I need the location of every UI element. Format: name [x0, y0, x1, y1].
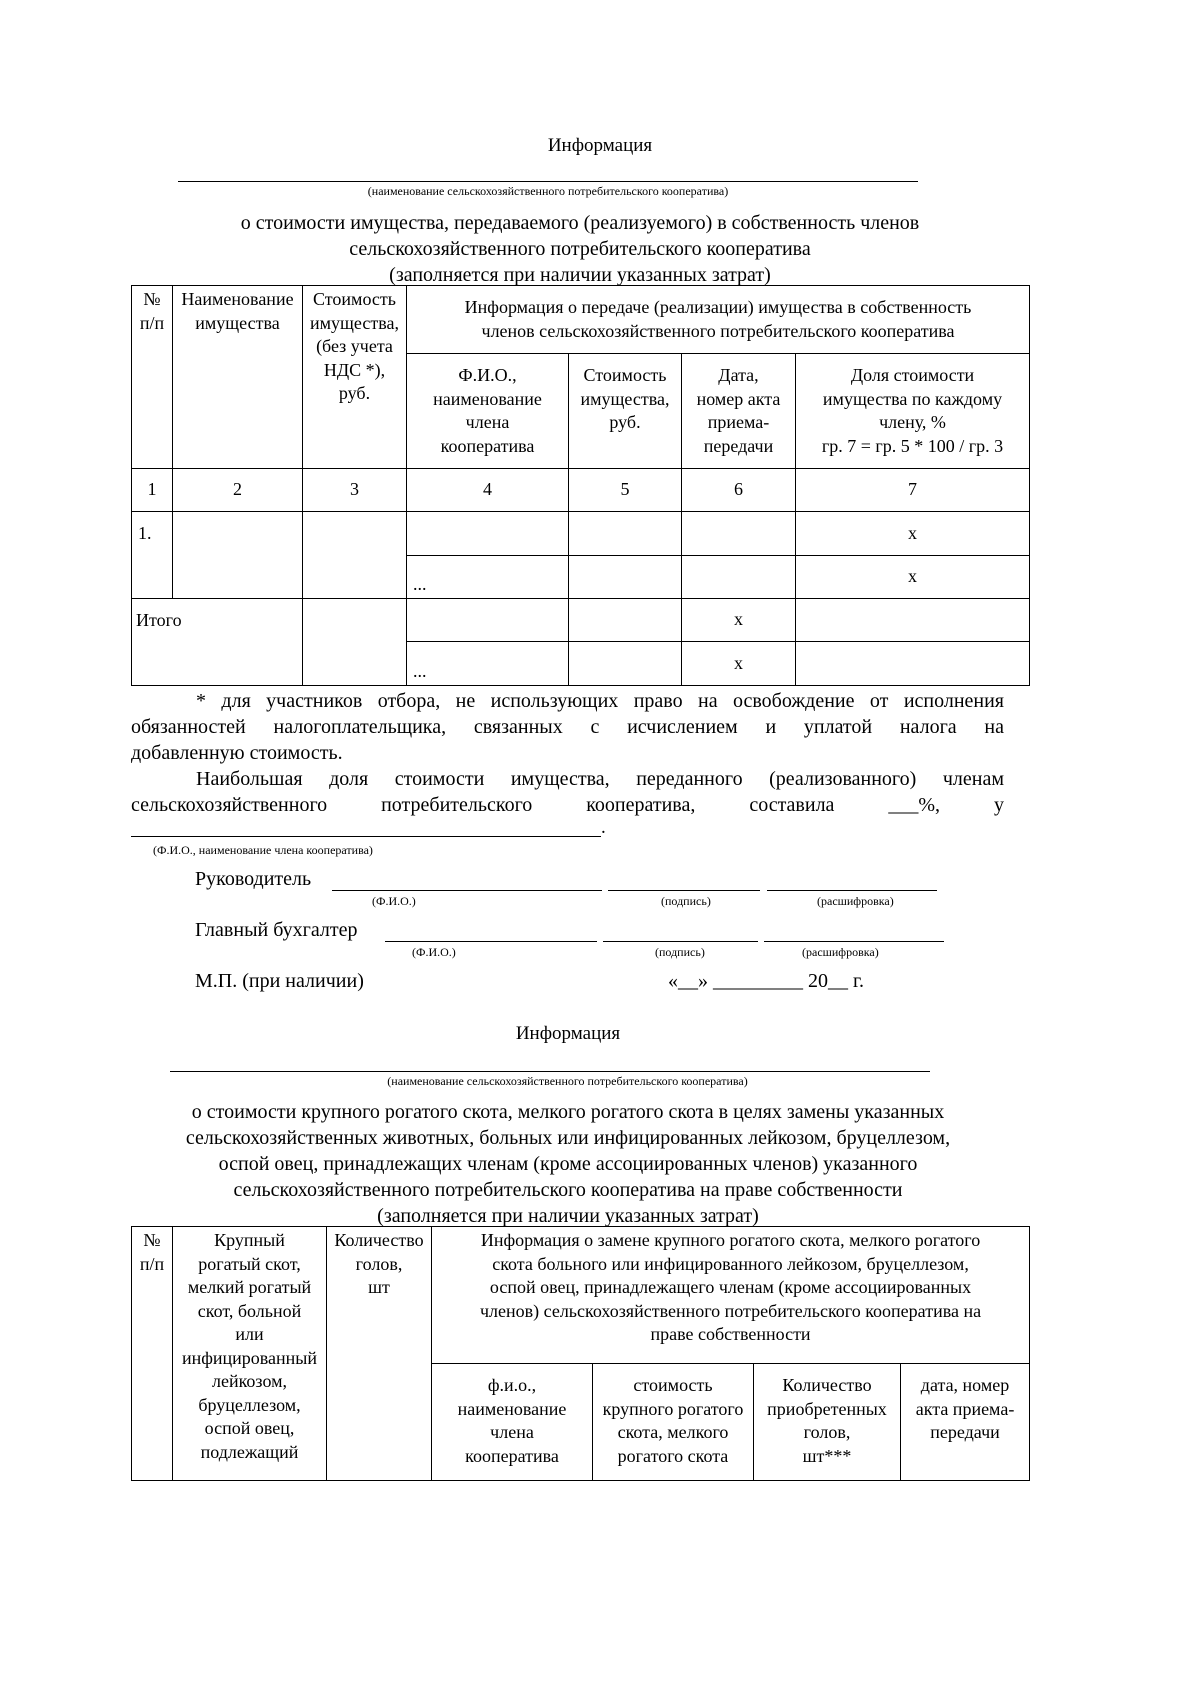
- header-member-cost: Стоимость имущества, руб.: [569, 354, 682, 469]
- col-number: 7: [796, 469, 1030, 512]
- caption: (расшифровка): [817, 894, 894, 908]
- header-member-fio: Ф.И.О., наименование члена кооператива: [407, 354, 569, 469]
- form1-title: Информация: [547, 135, 653, 156]
- cell[interactable]: [569, 642, 682, 686]
- head-sign-line[interactable]: [608, 890, 760, 891]
- caption: (подпись): [661, 894, 711, 908]
- coop-name-caption: (наименование сельскохозяйственного потребительского кооператива): [387, 1074, 748, 1088]
- header-act-date: Дата, номер акта приема- передачи: [682, 354, 796, 469]
- coop-name-line[interactable]: [178, 181, 918, 182]
- cell[interactable]: [407, 599, 569, 642]
- ellipsis: ...: [407, 556, 569, 599]
- header-property-name: Наименование имущества: [173, 286, 303, 469]
- subtitle-line: (заполняется при наличии указанных затрат): [389, 264, 771, 286]
- head-decode-line[interactable]: [767, 890, 937, 891]
- accountant-label: Главный бухгалтер: [195, 919, 358, 941]
- acc-decode-line[interactable]: [764, 941, 944, 942]
- stamp-label: М.П. (при наличии): [195, 970, 364, 992]
- col-number: 6: [682, 469, 796, 512]
- member-caption: (Ф.И.О., наименование члена кооператива): [153, 843, 373, 857]
- cell[interactable]: [303, 512, 407, 599]
- header-livestock: Крупный рогатый скот, мелкий рогатый скот, больной или инфицированный лейкозом, бруцеллезом, оспой овец, подлежащий: [173, 1227, 327, 1481]
- acc-fio-line[interactable]: [385, 941, 597, 942]
- caption: (Ф.И.О.): [412, 945, 456, 959]
- member-name-line[interactable]: [131, 836, 601, 837]
- header-livestock-cost: стоимость крупного рогатого скота, мелкого рогатого скота: [593, 1364, 754, 1481]
- x-mark: x: [682, 599, 796, 642]
- table-row: [132, 512, 1030, 556]
- date-field[interactable]: «__» _________ 20__ г.: [668, 970, 864, 992]
- coop-name-line[interactable]: [170, 1071, 930, 1072]
- col-number: 5: [569, 469, 682, 512]
- head-label: Руководитель: [195, 868, 312, 890]
- cell[interactable]: [569, 599, 682, 642]
- col-number: 2: [173, 469, 303, 512]
- ellipsis: ...: [407, 642, 569, 686]
- form2-subtitle: о стоимости крупного рогатого скота, мелкого рогатого скота в целях замены указанных сельскохозяйственных животных, больных или инфицированных лейкозом, бруцеллезом, оспой овец, принадлежащих членам (кроме ассоциированных членов) указанного сельскохозяйственного потребительского кооператива на праве собственности (заполняется при наличии указанных затрат): [185, 1101, 951, 1227]
- col-number: 3: [303, 469, 407, 512]
- total-row: [132, 599, 1030, 642]
- column-numbers-row: [132, 469, 1030, 512]
- cell[interactable]: [682, 556, 796, 599]
- cell[interactable]: [407, 512, 569, 556]
- caption: (Ф.И.О.): [372, 894, 416, 908]
- cell[interactable]: [569, 556, 682, 599]
- caption: (подпись): [655, 945, 705, 959]
- header-acquired-qty: Количество приобретенных голов, шт***: [754, 1364, 901, 1481]
- cell[interactable]: [682, 512, 796, 556]
- x-mark: x: [796, 512, 1030, 556]
- total-label: Итого: [132, 599, 303, 686]
- form2-title: Информация: [515, 1023, 621, 1044]
- cell[interactable]: [569, 512, 682, 556]
- header-property-cost: Стоимость имущества, (без учета НДС *), руб.: [303, 286, 407, 469]
- vat-footnote: * для участников отбора, не использующих право на освобождение от исполнения обязанностей налогоплательщика, связанных с исчислением и уплатой налога на добавленную стоимость. Наибольшая доля стоимости имущества, переданного (реализованного) членам сельскохозяйственного потребительского кооператива, составила ___%, у: [131, 690, 1004, 816]
- coop-name-caption: (наименование сельскохозяйственного потребительского кооператива): [367, 184, 729, 198]
- col-number: 1: [132, 469, 173, 512]
- header-share: Доля стоимости имущества по каждому члену, % гр. 7 = гр. 5 * 100 / гр. 3: [796, 354, 1030, 469]
- period: .: [601, 817, 606, 838]
- header-act-date: дата, номер акта приема- передачи: [901, 1364, 1030, 1481]
- cell[interactable]: [303, 599, 407, 686]
- livestock-replacement-table: [131, 1226, 1030, 1481]
- subtitle-line: о стоимости имущества, передаваемого (реализуемого) в собственность членов: [240, 212, 920, 234]
- acc-sign-line[interactable]: [603, 941, 758, 942]
- col-number: 4: [407, 469, 569, 512]
- x-mark: x: [796, 556, 1030, 599]
- caption: (расшифровка): [802, 945, 879, 959]
- header-num: № п/п: [132, 1227, 173, 1481]
- cell[interactable]: [173, 512, 303, 599]
- header-num: № п/п: [132, 286, 173, 469]
- x-mark: x: [682, 642, 796, 686]
- head-fio-line[interactable]: [332, 890, 602, 891]
- subtitle-line: сельскохозяйственного потребительского кооператива: [349, 238, 811, 260]
- header-head-count: Количество голов, шт: [327, 1227, 432, 1481]
- row-number: 1.: [132, 512, 173, 599]
- cell[interactable]: [796, 642, 1030, 686]
- largest-share-text: Наибольшая доля стоимости имущества, переданного (реализованного) членам: [196, 768, 1004, 790]
- header-transfer-info: Информация о передаче (реализации) имущества в собственность членов сельскохозяйственного потребительского кооператива: [407, 286, 1030, 354]
- header-member-fio: ф.и.о., наименование члена кооператива: [432, 1364, 593, 1481]
- header-replacement-info: Информация о замене крупного рогатого скота, мелкого рогатого скота больного или инфицированного лейкозом, бруцеллезом, оспой овец, принадлежащего членам (кроме ассоциированных членов) сельскохозяйственного потребительского кооператива на праве собственности: [432, 1227, 1030, 1364]
- form1-subtitle: [0, 210, 1160, 288]
- property-transfer-table: [131, 285, 1030, 686]
- cell[interactable]: [796, 599, 1030, 642]
